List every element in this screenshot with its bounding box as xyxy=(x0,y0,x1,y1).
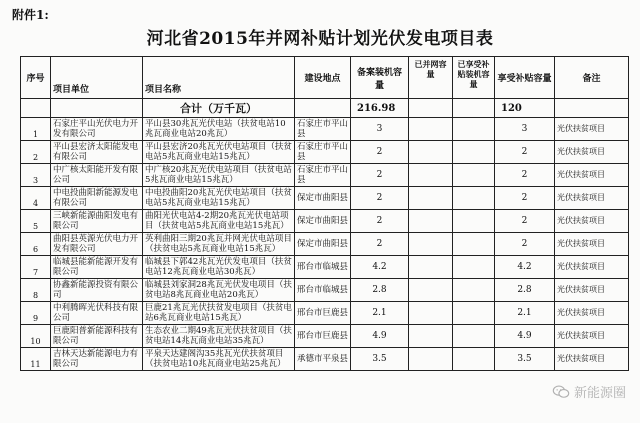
row-subsidized-capacity xyxy=(453,256,495,279)
row-location: 邢台市巨鹿县 xyxy=(295,302,351,325)
row-location: 保定市曲阳县 xyxy=(295,187,351,210)
row-grid-capacity xyxy=(409,187,453,210)
row-grid-capacity xyxy=(409,302,453,325)
row-subsidized-capacity xyxy=(453,164,495,187)
row-note: 光伏扶贫项目 xyxy=(555,187,629,210)
row-project-name: 英利曲阳三期20兆瓦并网光伏电站项目（扶贫电站5兆瓦商业电站15兆瓦） xyxy=(143,233,295,256)
header-name: 项目名称 xyxy=(143,57,295,99)
row-subsidized-capacity xyxy=(453,279,495,302)
header-seq: 序号 xyxy=(21,57,51,99)
row-unit: 中电投曲阳新能源发电有限公司 xyxy=(51,187,143,210)
row-location: 石家庄市平山县 xyxy=(295,164,351,187)
row-location: 保定市曲阳县 xyxy=(295,233,351,256)
total-subsidy-capacity: 120 xyxy=(495,99,555,118)
row-note: 光伏扶贫项目 xyxy=(555,233,629,256)
row-note: 光伏扶贫项目 xyxy=(555,325,629,348)
table-row xyxy=(21,141,629,164)
row-location: 石家庄市平山县 xyxy=(295,141,351,164)
table-row xyxy=(21,279,629,302)
row-subsidy-capacity: 3 xyxy=(495,118,555,141)
page-title: 河北省2015年并网补贴计划光伏发电项目表 xyxy=(146,29,494,49)
row-unit: 巨鹿阳普新能源科技有限公司 xyxy=(51,325,143,348)
row-subsidy-capacity: 2 xyxy=(495,233,555,256)
table-row xyxy=(21,325,629,348)
row-subsidized-capacity xyxy=(453,187,495,210)
row-note: 光伏扶贫项目 xyxy=(555,118,629,141)
row-filed-capacity: 3.5 xyxy=(351,348,409,371)
header-subsidized-capacity: 已享受补贴装机容量 xyxy=(453,57,495,99)
row-subsidized-capacity xyxy=(453,141,495,164)
header-location: 建设地点 xyxy=(295,57,351,99)
row-subsidy-capacity: 2 xyxy=(495,210,555,233)
row-subsidized-capacity xyxy=(453,302,495,325)
row-project-name: 巨鹿21兆瓦光伏扶贫发电项目（扶贫电站6兆瓦商业电站15兆瓦） xyxy=(143,302,295,325)
row-filed-capacity: 4.2 xyxy=(351,256,409,279)
row-subsidy-capacity: 2 xyxy=(495,141,555,164)
header-note: 备注 xyxy=(555,57,629,99)
header-row xyxy=(21,57,629,99)
row-unit: 吉林天达新能源电力有限公司 xyxy=(51,348,143,371)
row-unit: 协鑫新能源投资有限公司 xyxy=(51,279,143,302)
row-project-name: 中广核20兆瓦光伏电站项目（扶贫电站5兆瓦商业电站15兆瓦） xyxy=(143,164,295,187)
table-row xyxy=(21,348,629,371)
project-table xyxy=(20,56,629,371)
row-filed-capacity: 4.9 xyxy=(351,325,409,348)
row-project-name: 生态农业二期49兆瓦光伏扶贫项目（扶贫电站14兆瓦商业电站35兆瓦） xyxy=(143,325,295,348)
row-unit: 中广核太阳能开发有限公司 xyxy=(51,164,143,187)
row-project-name: 临城县刘家洞28兆瓦光伏发电项目（扶贫电站8兆瓦商业电站20兆瓦） xyxy=(143,279,295,302)
row-note: 光伏扶贫项目 xyxy=(555,279,629,302)
row-unit: 平山县宏济太阳能发电有限公司 xyxy=(51,141,143,164)
row-subsidy-capacity: 2.8 xyxy=(495,279,555,302)
row-seq: 9 xyxy=(21,302,51,325)
row-location: 石家庄市平山县 xyxy=(295,118,351,141)
row-project-name: 平泉天达建阁沟35兆瓦光伏扶贫项目（扶贫电站10兆瓦商业电站25兆瓦） xyxy=(143,348,295,371)
row-seq: 7 xyxy=(21,256,51,279)
attachment-label: 附件1: xyxy=(12,8,49,22)
row-filed-capacity: 2.1 xyxy=(351,302,409,325)
table-row xyxy=(21,118,629,141)
table-row xyxy=(21,210,629,233)
row-note: 光伏扶贫项目 xyxy=(555,164,629,187)
row-subsidized-capacity xyxy=(453,348,495,371)
table-row xyxy=(21,164,629,187)
row-note: 光伏扶贫项目 xyxy=(555,210,629,233)
total-filed-capacity: 216.98 xyxy=(351,99,409,118)
row-subsidized-capacity xyxy=(453,118,495,141)
table-row xyxy=(21,187,629,210)
row-grid-capacity xyxy=(409,256,453,279)
row-seq: 1 xyxy=(21,118,51,141)
row-seq: 6 xyxy=(21,233,51,256)
row-note: 光伏扶贫项目 xyxy=(555,302,629,325)
row-seq: 11 xyxy=(21,348,51,371)
row-filed-capacity: 2 xyxy=(351,233,409,256)
total-row xyxy=(21,99,629,118)
row-subsidized-capacity xyxy=(453,233,495,256)
row-grid-capacity xyxy=(409,118,453,141)
row-grid-capacity xyxy=(409,164,453,187)
row-filed-capacity: 3 xyxy=(351,118,409,141)
row-note: 光伏扶贫项目 xyxy=(555,141,629,164)
row-subsidy-capacity: 4.9 xyxy=(495,325,555,348)
row-filed-capacity: 2 xyxy=(351,187,409,210)
row-seq: 2 xyxy=(21,141,51,164)
table-row xyxy=(21,302,629,325)
row-subsidy-capacity: 3.5 xyxy=(495,348,555,371)
header-filed-capacity: 备案装机容量 xyxy=(351,57,409,99)
row-location: 邢台市巨鹿县 xyxy=(295,325,351,348)
row-grid-capacity xyxy=(409,210,453,233)
row-location: 承德市平泉县 xyxy=(295,348,351,371)
row-project-name: 临城县下郭42兆瓦光伏发电项目（扶贫电站12兆瓦商业电站30兆瓦） xyxy=(143,256,295,279)
header-subsidy-capacity: 享受补贴容量 xyxy=(495,57,555,99)
row-project-name: 平山县宏济20兆瓦光伏电站项目（扶贫电站5兆瓦商业电站15兆瓦） xyxy=(143,141,295,164)
row-grid-capacity xyxy=(409,348,453,371)
row-project-name: 平山县30兆瓦光伏电站（扶贫电站10兆瓦商业电站20兆瓦） xyxy=(143,118,295,141)
row-note: 光伏扶贫项目 xyxy=(555,348,629,371)
row-grid-capacity xyxy=(409,279,453,302)
row-unit: 中利腾晖光伏科技有限公司 xyxy=(51,302,143,325)
row-subsidy-capacity: 2.1 xyxy=(495,302,555,325)
row-grid-capacity xyxy=(409,325,453,348)
row-grid-capacity xyxy=(409,141,453,164)
table-row xyxy=(21,233,629,256)
row-location: 邢台市临城县 xyxy=(295,256,351,279)
row-seq: 4 xyxy=(21,187,51,210)
row-filed-capacity: 2 xyxy=(351,210,409,233)
row-seq: 10 xyxy=(21,325,51,348)
row-seq: 8 xyxy=(21,279,51,302)
row-grid-capacity xyxy=(409,233,453,256)
wechat-icon xyxy=(552,385,570,399)
row-unit: 三峡新能源曲阳发电有限公司 xyxy=(51,210,143,233)
row-subsidized-capacity xyxy=(453,210,495,233)
row-filed-capacity: 2.8 xyxy=(351,279,409,302)
row-filed-capacity: 2 xyxy=(351,164,409,187)
row-unit: 曲阳县英源光伏电力开发有限公司 xyxy=(51,233,143,256)
row-filed-capacity: 2 xyxy=(351,141,409,164)
row-project-name: 中电投曲阳20兆瓦光伏电站项目（扶贫电站5兆瓦商业电站15兆瓦） xyxy=(143,187,295,210)
row-note: 光伏扶贫项目 xyxy=(555,256,629,279)
row-seq: 5 xyxy=(21,210,51,233)
row-project-name: 曲阳光伏电站4-2期20兆瓦光伏电站项目（扶贫电站5兆瓦商业电站15兆瓦） xyxy=(143,210,295,233)
header-grid-capacity: 已并网容量 xyxy=(409,57,453,99)
watermark xyxy=(552,382,626,401)
row-location: 邢台市临城县 xyxy=(295,279,351,302)
row-location: 保定市曲阳县 xyxy=(295,210,351,233)
row-subsidy-capacity: 4.2 xyxy=(495,256,555,279)
row-subsidized-capacity xyxy=(453,325,495,348)
total-label: 合计（万千瓦） xyxy=(143,99,295,118)
table-row xyxy=(21,256,629,279)
row-unit: 临城县能新能源开发有限公司 xyxy=(51,256,143,279)
row-subsidy-capacity: 2 xyxy=(495,187,555,210)
header-unit: 项目单位 xyxy=(51,57,143,99)
row-subsidy-capacity: 2 xyxy=(495,164,555,187)
watermark-text: 新能源圈 xyxy=(573,386,626,401)
row-unit: 石家庄平山光伏电力开发有限公司 xyxy=(51,118,143,141)
row-seq: 3 xyxy=(21,164,51,187)
